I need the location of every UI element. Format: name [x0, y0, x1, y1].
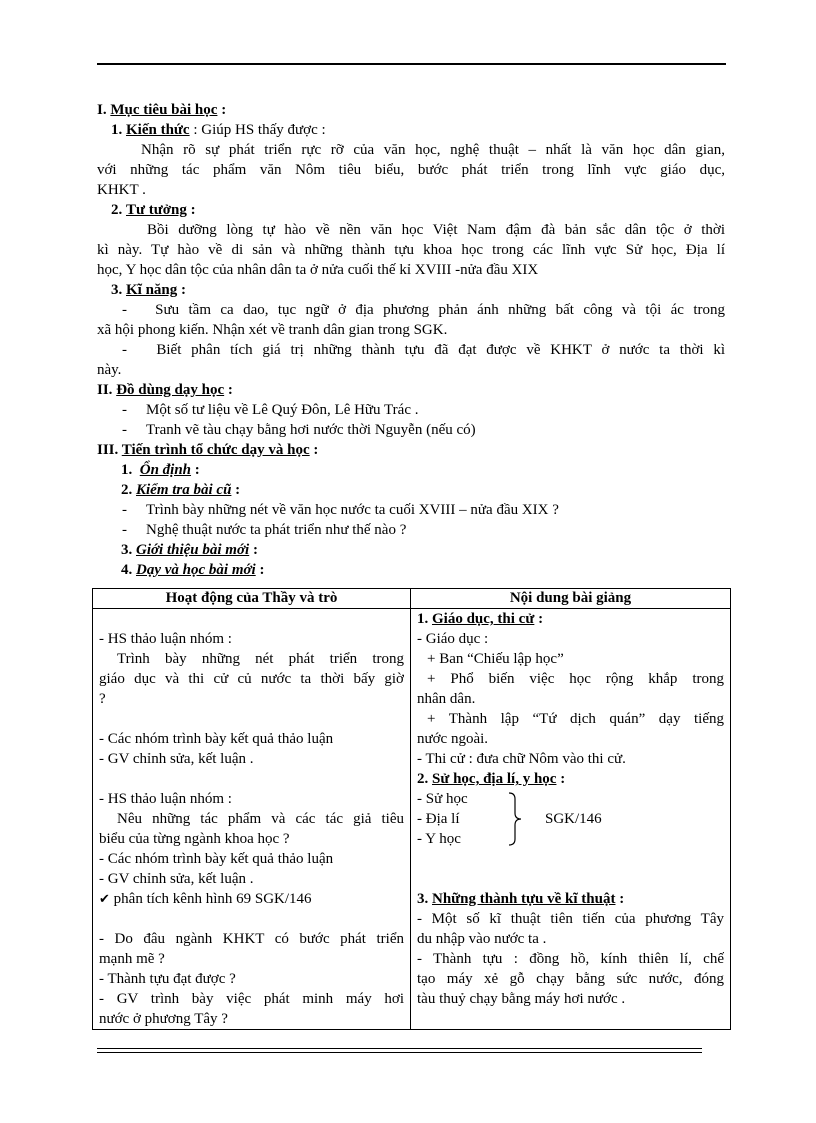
section-2-title: Đồ dùng dạy học [116, 382, 225, 398]
thought-title: Tư tưởng [126, 202, 187, 218]
left-line: - GV trình bày việc phát minh máy hơi [99, 991, 404, 1007]
thought-line-1: Bồi dưỡng lòng tự hào về nền văn học Việt Nam đậm đà bản sắc dân tộc ở thời [147, 222, 725, 238]
right-line: - Giáo dục : [417, 631, 489, 647]
section-3-title: Tiến trình tổ chức dạy và học [121, 442, 310, 458]
step-4-num: 4. [121, 562, 133, 578]
left-line: giáo dục và thi cử củ nước ta thời bấy giờ [99, 671, 404, 687]
bottom-rule-1 [97, 1048, 702, 1049]
left-line: - HS thảo luận nhóm : [99, 631, 232, 647]
left-line: Nêu những tác phẩm và các tác giả tiêu [117, 811, 404, 827]
lesson-body [97, 100, 725, 580]
step-2-title: Kiểm tra bài cũ [136, 482, 232, 498]
skill-heading: 3. Kĩ năng : [111, 282, 187, 298]
left-line: - Các nhóm trình bày kết quả thảo luận [99, 851, 334, 867]
skill-item-1-line-1: - Sưu tầm ca dao, tục ngữ ở địa phương phản ánh những bất công và tội ác trong [122, 302, 725, 318]
review-item-1-text: Trình bày những nét về văn học nước ta cuối XVIII – nửa đầu XIX ? [146, 502, 559, 518]
step-4: 4. Dạy và học bài mới : [121, 562, 265, 578]
top-rule [97, 63, 726, 65]
left-line: nước ở phương Tây ? [99, 1011, 228, 1027]
right-line: - Một số kĩ thuật tiên tiến của phương Tây [417, 911, 724, 927]
knowledge-line-3: KHKT . [97, 182, 146, 198]
content-cell [411, 609, 731, 1030]
right-line: - Địa lí [417, 811, 460, 827]
content-heading-3: 3. Những thành tựu về kĩ thuật : [417, 891, 625, 907]
step-1-num: 1. [121, 462, 133, 478]
content-heading-2-num: 2. [417, 771, 429, 787]
bottom-rule-2 [97, 1052, 702, 1053]
skill-item-2-text: Biết phân tích giá trị những thành tựu đã đạt được về KHKT ở nước ta thời kì [156, 342, 726, 358]
right-line: - Sử học [417, 791, 468, 807]
right-line: + Ban “Chiếu lập học” [427, 651, 564, 667]
col-header-activities: Hoạt động của Thầy và trò [93, 589, 411, 609]
step-2: 2. Kiểm tra bài cũ : [121, 482, 241, 498]
materials-item-2-text: Tranh vẽ tàu chạy bằng hơi nước thời Nguyễn (nếu có) [146, 422, 476, 438]
left-line: - Các nhóm trình bày kết quả thảo luận [99, 731, 334, 747]
section-3-heading: III. Tiến trình tổ chức dạy và học : [97, 442, 319, 458]
step-3-title: Giới thiệu bài mới [136, 542, 250, 558]
thought-line-2: kì này. Tự hào về di sản và những thành tựu khoa học trong các lĩnh vực Sử học, Địa lí [97, 242, 725, 258]
left-line: biểu của từng ngành khoa học ? [99, 831, 290, 847]
content-heading-3-num: 3. [417, 891, 429, 907]
science-group [417, 789, 724, 849]
left-line: - HS thảo luận nhóm : [99, 791, 232, 807]
knowledge-heading [97, 120, 725, 140]
step-1: 1. Ổn định : [121, 462, 200, 478]
left-line: mạnh mẽ ? [99, 951, 165, 967]
knowledge-num: 1. [111, 122, 123, 138]
review-item-1: - Trình bày những nét về văn học nước ta cuối XVIII – nửa đầu XIX ? [122, 502, 559, 518]
section-3-num: III. [97, 442, 119, 458]
knowledge-line-1: Nhận rõ sự phát triển rực rỡ của văn học, nghệ thuật – nhất là văn học dân gian, [141, 142, 725, 158]
left-line: - Do đâu ngành KHKT có bước phát triển [99, 931, 404, 947]
right-line: tàu thuỷ chạy bằng máy hơi nước . [417, 991, 626, 1007]
right-line: - Thành tựu : đồng hồ, kính thiên lí, chế [417, 951, 724, 967]
thought-num: 2. [111, 202, 123, 218]
check-mark-icon: ✔ [99, 891, 110, 906]
section-1-num: I. [97, 102, 107, 118]
step-4-title: Dạy và học bài mới [136, 562, 256, 578]
skill-item-2-line-1: - Biết phân tích giá trị những thành tựu đã đạt được về KHKT ở nước ta thời kì [122, 342, 726, 358]
check-line-text: phân tích kênh hình 69 SGK/146 [113, 891, 312, 907]
materials-item-1-text: Một số tư liệu về Lê Quý Đôn, Lê Hữu Trác . [146, 402, 419, 418]
left-line: Trình bày những nét phát triển trong [117, 651, 404, 667]
right-brace-icon [507, 791, 527, 847]
science-reference: SGK/146 [545, 811, 602, 827]
content-heading-1-title: Giáo dục, thi cử [432, 611, 535, 627]
right-line: tạo máy xẻ gỗ chạy bằng sức nước, đóng [417, 971, 724, 987]
skill-title: Kĩ năng [126, 282, 178, 298]
section-1-heading [97, 100, 725, 120]
skill-item-1-line-2: xã hội phong kiến. Nhận xét về tranh dân gian trong SGK. [97, 322, 448, 338]
left-line: - Thành tựu đạt được ? [99, 971, 236, 987]
content-heading-2: 2. Sử học, địa lí, y học : [417, 771, 566, 787]
knowledge-line-2: với những tác phẩm văn Nôm tiêu biểu, bước phát triển trong lĩnh vực giáo dục, [97, 162, 725, 178]
left-line: ? [99, 691, 106, 707]
col-header-content: Nội dung bài giảng [411, 589, 731, 609]
materials-item-1: - Một số tư liệu về Lê Quý Đôn, Lê Hữu Trác . [122, 402, 419, 418]
step-3: 3. Giới thiệu bài mới : [121, 542, 258, 558]
section-1-colon: : [217, 102, 227, 118]
right-line: du nhập vào nước ta . [417, 931, 547, 947]
step-2-num: 2. [121, 482, 133, 498]
table-row [93, 609, 731, 1030]
content-heading-1-num: 1. [417, 611, 429, 627]
skill-item-2-line-2: này. [97, 362, 122, 378]
right-line: - Y học [417, 831, 461, 847]
materials-item-2: - Tranh vẽ tàu chạy bằng hơi nước thời Nguyễn (nếu có) [122, 422, 476, 438]
right-line: - Thi cử : đưa chữ Nôm vào thi cử. [417, 751, 626, 767]
section-2-num: II. [97, 382, 113, 398]
section-2-heading: II. Đồ dùng dạy học : [97, 382, 233, 398]
thought-heading: 2. Tư tưởng : [111, 202, 196, 218]
step-3-num: 3. [121, 542, 133, 558]
right-line: nhân dân. [417, 691, 476, 707]
step-1-title: Ổn định [139, 462, 192, 478]
review-item-2: - Nghệ thuật nước ta phát triển như thế nào ? [122, 522, 407, 538]
skill-item-1-text: Sưu tầm ca dao, tục ngữ ở địa phương phản ánh những bất công và tội ác trong [155, 302, 725, 318]
right-line: + Thành lập “Tứ dịch quán” dạy tiếng [427, 711, 724, 727]
left-line: - GV chỉnh sửa, kết luận . [99, 751, 254, 767]
thought-line-3: học, Y học dân tộc của nhân dân ta ở nửa cuối thế kỉ XVIII -nửa đầu XIX [97, 262, 539, 278]
table-header-row [93, 589, 731, 609]
section-1-title: Mục tiêu bài học [110, 102, 218, 118]
skill-num: 3. [111, 282, 123, 298]
activities-cell [93, 609, 411, 1030]
right-line: nước ngoài. [417, 731, 489, 747]
knowledge-title: Kiến thức [126, 122, 190, 138]
content-heading-2-title: Sử học, địa lí, y học [432, 771, 557, 787]
content-heading-1: 1. Giáo dục, thi cử : [417, 611, 544, 627]
left-line: - GV chỉnh sửa, kết luận . [99, 871, 254, 887]
content-heading-3-title: Những thành tựu về kĩ thuật [432, 891, 616, 907]
review-item-2-text: Nghệ thuật nước ta phát triển như thế nào ? [146, 522, 407, 538]
knowledge-lead: : Giúp HS thấy được : [189, 122, 326, 138]
left-line-check [99, 889, 404, 909]
lesson-table [92, 588, 731, 1030]
right-line: + Phổ biến việc học rộng khắp trong [427, 671, 724, 687]
